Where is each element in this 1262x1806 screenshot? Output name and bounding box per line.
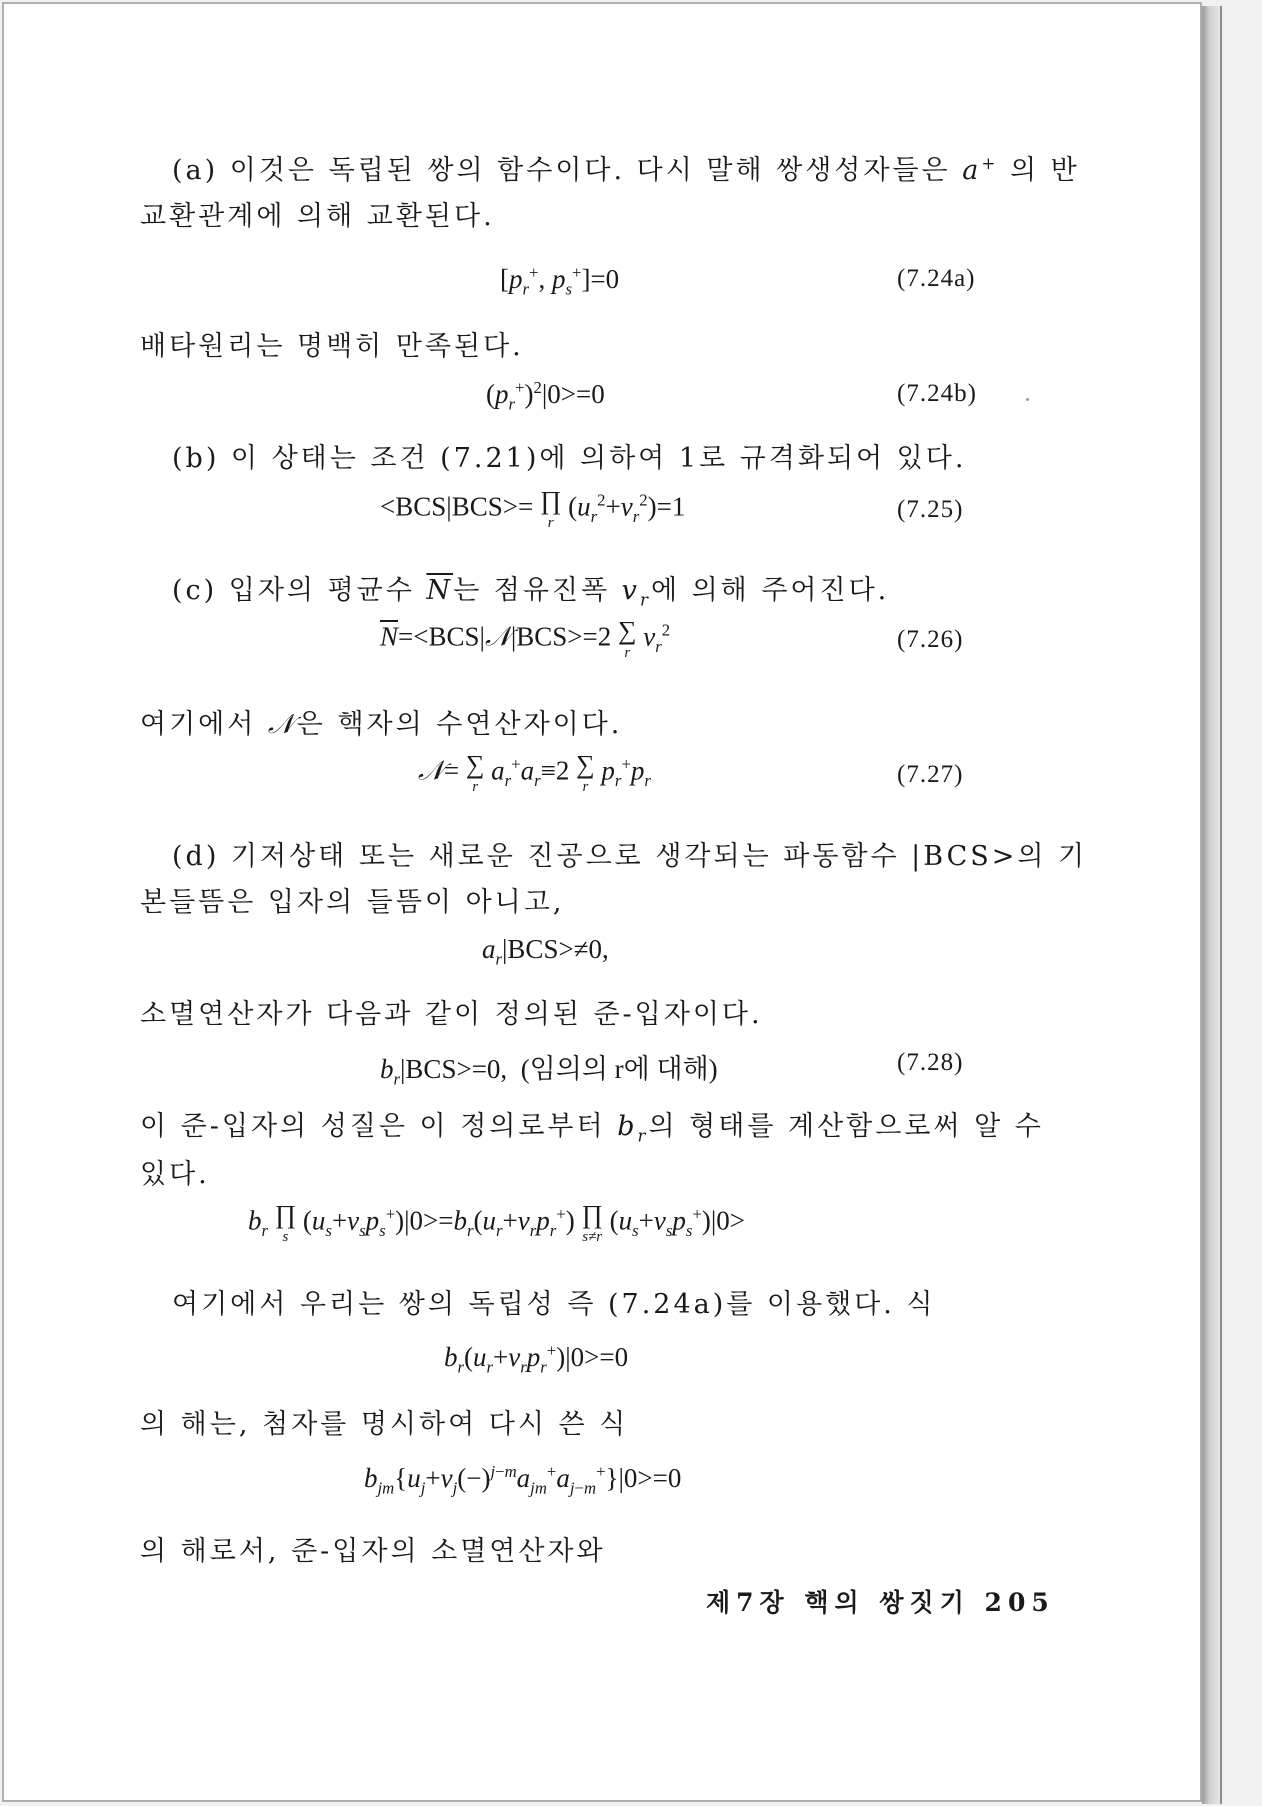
equation-7-28: $b_r|BCS>=0$, (임의의 r에 대해) <box>380 1054 718 1089</box>
equation-br-factor: $b_r(u_r+v_rp_r^+)|0>=0$ <box>444 1341 629 1377</box>
equation-number-7-24b: (7.24b) <box>897 380 977 407</box>
equation-bjm: $b_{jm}\{u_j+v_j(-)^{j-m}a_{jm}^+a_{j-m}^+\}|0>=0$ <box>364 1462 682 1498</box>
equation-7-25: <BCS|BCS>= ∏ r $(u_r^2+v_r^2)=1$ <box>380 486 686 531</box>
paragraph-final-line: 의 해로서, 준-입자의 소멸연산자와 <box>140 1536 606 1567</box>
paragraph-a-line-2: 교환관계에 의해 교환된다. <box>140 201 495 232</box>
equation-annihilation-nonzero: $a_r|BCS>\ne 0$, <box>482 934 609 969</box>
paragraph-properties-line-1: 이 준-입자의 성질은 이 정의로부터 $b_r$의 형태를 계산함으로써 알 수 <box>140 1111 1044 1146</box>
equation-number-7-28: (7.28) <box>897 1049 964 1076</box>
document-page <box>2 2 1202 1802</box>
scan-speck <box>1026 398 1029 401</box>
page-footer: 제7장 핵의 쌍짓기 205 <box>706 1588 1055 1617</box>
equation-number-7-24a: (7.24a) <box>897 265 976 292</box>
paragraph-pauli-line: 배타원리는 명백히 만족된다. <box>140 331 524 362</box>
equation-number-7-26: (7.26) <box>897 626 964 653</box>
paragraph-quasiparticle-line: 소멸연산자가 다음과 같이 정의된 준-입자이다. <box>140 999 763 1030</box>
paragraph-properties-line-2: 있다. <box>140 1159 210 1190</box>
equation-number-7-25: (7.25) <box>897 496 964 523</box>
equation-7-26: $\overline{N}=<BCS|𝒩|BCS>=2$ ∑ r $v_r^2$ <box>380 616 671 661</box>
paragraph-solution-line: 의 해는, 첨자를 명시하여 다시 쓴 식 <box>140 1409 629 1440</box>
page-edge-shadow <box>1202 6 1220 1804</box>
equation-br-product: $b_r$ ∏ s $(u_s+v_sp_s^+)|0>=b_r(u_r+v_rp_r^+)$ ∏ s≠r $(u_s+v_sp_s^+)|0>$ <box>248 1200 745 1245</box>
paragraph-d-line-1: (d) 기저상태 또는 새로운 진공으로 생각되는 파동함수 |BCS>의 기 <box>172 841 1088 872</box>
paragraph-b-line: (b) 이 상태는 조건 (7.21)에 의하여 1로 규격화되어 있다. <box>172 443 967 474</box>
paragraph-c-line: (c) 입자의 평균수 $\overline{N}$는 점유진폭 $v_r$에 의해 주어진다. <box>172 575 890 610</box>
paragraph-a-line-1: (a) 이것은 독립된 쌍의 함수이다. 다시 말해 쌍생성자들은 a+ 의 반 <box>172 153 1080 186</box>
equation-7-24b: $(p_r^+)^2|0>=0$ <box>486 378 605 414</box>
page-edge-line <box>1220 6 1222 1804</box>
equation-7-27: 𝒩= ∑ r $a_r^+a_r\equiv 2$ ∑ r $p_r^+p_r$ <box>418 750 651 795</box>
equation-7-24a: [$p_r^+$, $p_s^+]=0$ <box>500 263 620 299</box>
paragraph-d-line-2: 본들뜸은 입자의 들뜸이 아니고, <box>140 887 565 918</box>
paragraph-number-operator-line: 여기에서 𝒩은 핵자의 수연산자이다. <box>140 709 623 740</box>
equation-number-7-27: (7.27) <box>897 761 964 788</box>
paragraph-independence-line: 여기에서 우리는 쌍의 독립성 즉 (7.24a)를 이용했다. 식 <box>172 1289 936 1320</box>
